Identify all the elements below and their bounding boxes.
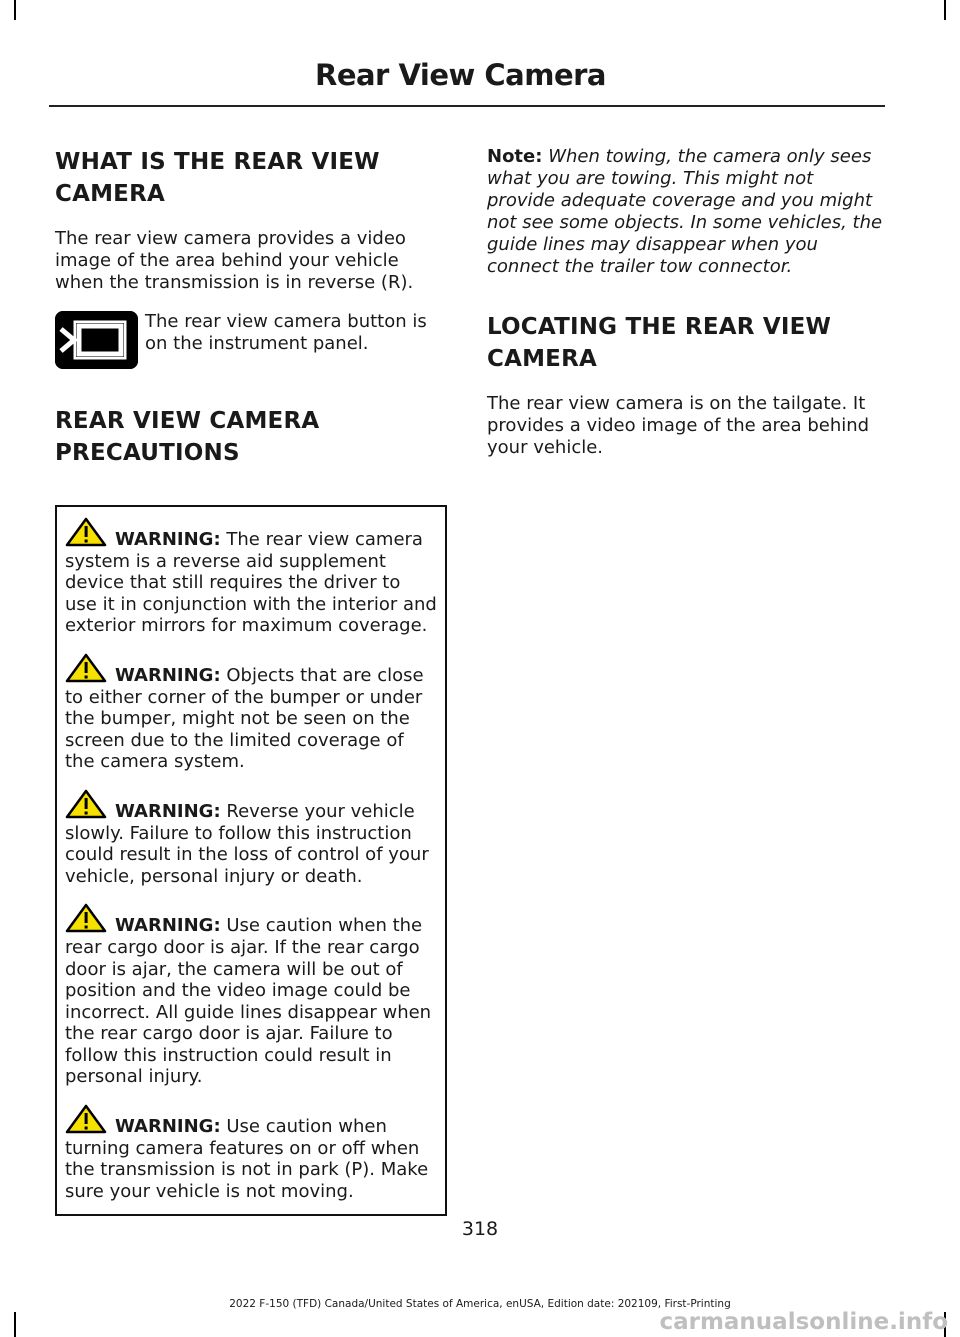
towing-note [487, 146, 885, 278]
camera-button-text: The rear view camera button is on the instrument panel. [145, 311, 427, 354]
warning-item [65, 903, 437, 1088]
warnings-box [55, 505, 447, 1216]
crop-mark [14, 0, 16, 20]
warning-label: WARNING: [115, 800, 221, 822]
section-heading-precautions [55, 405, 447, 469]
warning-triangle-icon [65, 903, 109, 933]
section-heading-what-is [55, 146, 447, 210]
warning-text: Objects that are close to either corner of the bumper or under the bumper, might not be seen on the screen due to the limited coverage of the camera system. [65, 664, 424, 773]
heading-line: CAMERA [487, 346, 597, 372]
crop-mark [14, 1312, 16, 1337]
heading-line: PRECAUTIONS [55, 440, 240, 466]
warning-triangle-icon [65, 517, 109, 547]
heading-line: WHAT IS THE REAR VIEW [55, 149, 380, 175]
heading-line: REAR VIEW CAMERA [55, 408, 320, 434]
heading-line: LOCATING THE REAR VIEW [487, 314, 832, 340]
section-heading-locating [487, 311, 885, 375]
warning-item [65, 517, 437, 637]
warning-text: Use caution when turning camera features on or off when the transmission is not in park (P). Make sure your vehicle is not moving. [65, 1116, 429, 1202]
watermark: carmanualsonline.info [659, 1309, 948, 1335]
right-column [487, 146, 885, 459]
left-column [55, 146, 447, 1216]
warning-text: Use caution when the rear cargo door is ajar. If the rear cargo door is ajar, the camera will be out of position and the video image could be incorrect. All guide lines disappear when the rear cargo door is ajar. Failure to follow this instruction could result in personal injury. [65, 915, 432, 1088]
footer-edition-info: 2022 F-150 (TFD) Canada/United States of America, enUSA, Edition date: 202109, First-Printing [229, 1298, 731, 1310]
rear-camera-button-icon [55, 311, 138, 369]
warning-triangle-icon [65, 653, 109, 683]
warning-item [65, 1104, 437, 1202]
warning-triangle-icon [65, 789, 109, 819]
intro-paragraph: The rear view camera provides a video image of the area behind your vehicle when the transmission is in reverse (R). [55, 228, 414, 293]
warning-item [65, 653, 437, 773]
warning-text: Reverse your vehicle slowly. Failure to follow this instruction could result in the loss of control of your vehicle, personal injury or death. [65, 800, 429, 887]
page-number: 318 [461, 1218, 499, 1240]
warning-label: WARNING: [115, 915, 221, 937]
note-text: When towing, the camera only sees what you are towing. This might not provide adequate coverage and you might not see some objects. In some vehicles, the guide lines may disappear when you connect the trailer tow connector. [487, 146, 883, 277]
header-divider [49, 105, 885, 107]
note-label: Note: [487, 146, 543, 167]
warning-label: WARNING: [115, 664, 221, 686]
warning-text: The rear view camera system is a reverse aid supplement device that still requires the driver to use it in conjunction with the interior and exterior mirrors for maximum coverage. [65, 529, 437, 637]
warning-triangle-icon [65, 1104, 109, 1134]
warning-item [65, 789, 437, 887]
heading-line: CAMERA [55, 181, 165, 207]
crop-mark [944, 0, 946, 20]
locating-paragraph: The rear view camera is on the tailgate. It provides a video image of the area behind your vehicle. [487, 393, 870, 458]
page-title: Rear View Camera [314, 58, 606, 92]
camera-button-info [55, 311, 447, 373]
warning-label: WARNING: [115, 529, 221, 550]
warning-label: WARNING: [115, 1116, 221, 1138]
